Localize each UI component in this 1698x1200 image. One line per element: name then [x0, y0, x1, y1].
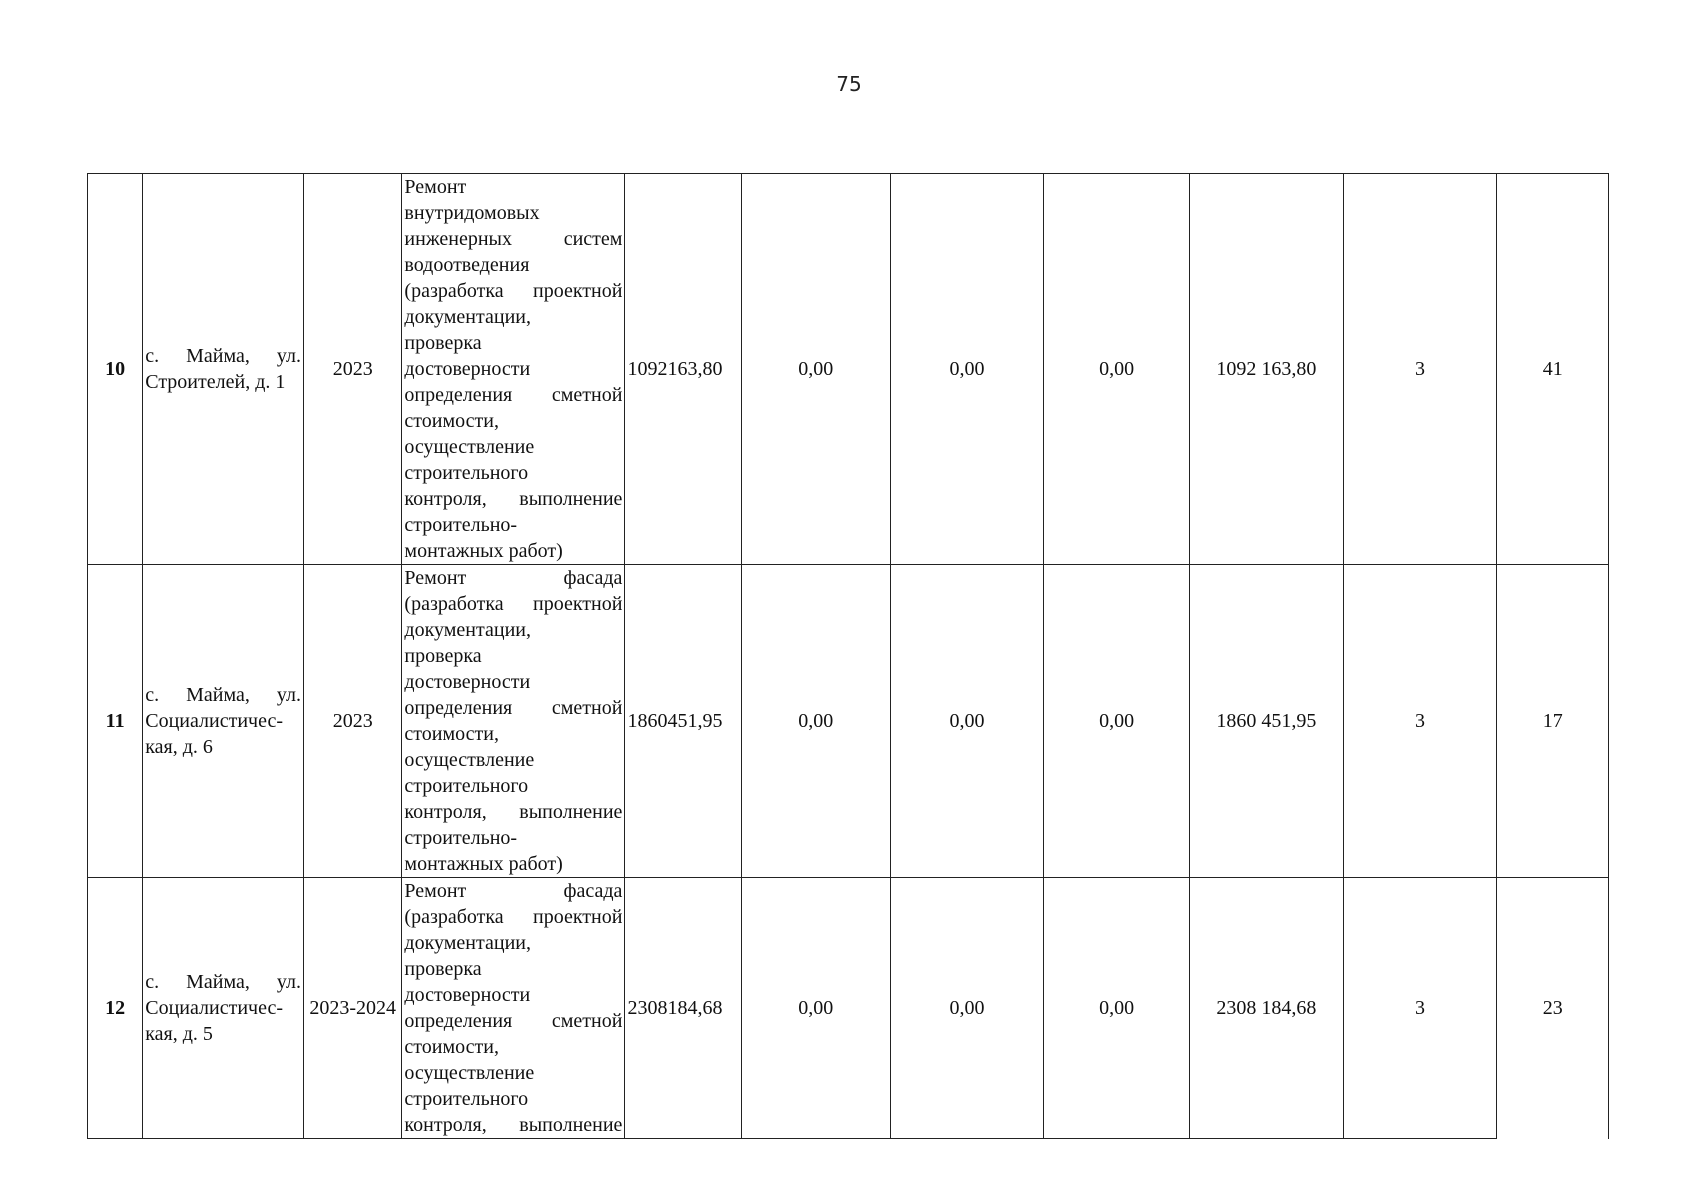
work-description-line: Ремонт фасада — [404, 567, 623, 589]
work-description-line: контроля, выполнение — [404, 801, 623, 823]
count-cell-2: 17 — [1497, 565, 1609, 878]
year-cell: 2023-2024 — [303, 878, 401, 1139]
amount-cell-2: 0,00 — [890, 174, 1044, 565]
total-cost-cell: 1092 163,80 — [1190, 174, 1344, 565]
address-cell: с. Майма, ул. Социалистичес-кая, д. 5 — [143, 878, 304, 1139]
amount-cell-1: 0,00 — [741, 565, 890, 878]
work-description-line: строительного — [404, 462, 529, 484]
amount-cell-2: 0,00 — [890, 565, 1044, 878]
work-description-line: контроля, выполнение — [404, 1114, 623, 1136]
work-description-line: документации, — [404, 932, 531, 954]
count-cell-2: 41 — [1497, 174, 1609, 565]
work-description-line: проверка — [404, 332, 482, 354]
work-description-line: строительно- — [404, 827, 518, 849]
amount-cell-1: 0,00 — [741, 174, 890, 565]
year-cell: 2023 — [303, 565, 401, 878]
work-description-cell — [402, 565, 625, 878]
work-description-line: документации, — [404, 306, 531, 328]
table-row — [88, 878, 1609, 1139]
estimated-cost-cell: 1860451,95 — [625, 565, 742, 878]
work-description-cell — [402, 878, 625, 1139]
work-description-line: водоотведения — [404, 254, 530, 276]
work-description-line: проверка — [404, 645, 482, 667]
amount-cell-3: 0,00 — [1044, 878, 1190, 1139]
address-cell: с. Майма, ул. Социалистичес-кая, д. 6 — [143, 565, 304, 878]
work-description-line: строительно- — [404, 514, 518, 536]
count-cell-1: 3 — [1343, 565, 1497, 878]
work-description-line: (разработка проектной — [404, 280, 623, 302]
work-description-line: осуществление — [404, 1062, 535, 1084]
table-row — [88, 174, 1609, 565]
estimated-cost-cell: 2308184,68 — [625, 878, 742, 1139]
amount-cell-3: 0,00 — [1044, 565, 1190, 878]
amount-cell-3: 0,00 — [1044, 174, 1190, 565]
total-cost-cell: 2308 184,68 — [1190, 878, 1344, 1139]
estimated-cost-cell: 1092163,80 — [625, 174, 742, 565]
count-cell-2: 23 — [1497, 878, 1609, 1139]
work-description-line: стоимости, — [404, 723, 499, 745]
count-cell-1: 3 — [1343, 174, 1497, 565]
work-description-line: определения сметной — [404, 1010, 623, 1032]
work-description-line: монтажных работ) — [404, 853, 563, 875]
work-description-line: (разработка проектной — [404, 593, 623, 615]
work-description-cell — [402, 174, 625, 565]
work-description-line: определения сметной — [404, 384, 623, 406]
work-description-line: достоверности — [404, 671, 531, 693]
work-description-line: строительного — [404, 775, 529, 797]
page-number: 75 — [836, 72, 862, 96]
repair-program-table — [87, 173, 1609, 1139]
work-description-line: стоимости, — [404, 410, 499, 432]
table-row — [88, 565, 1609, 878]
total-cost-cell: 1860 451,95 — [1190, 565, 1344, 878]
amount-cell-2: 0,00 — [890, 878, 1044, 1139]
work-description-line: достоверности — [404, 984, 531, 1006]
work-description-line: определения сметной — [404, 697, 623, 719]
work-description-line: монтажных работ) — [404, 540, 563, 562]
year-cell: 2023 — [303, 174, 401, 565]
work-description-line: стоимости, — [404, 1036, 499, 1058]
work-description-line: (разработка проектной — [404, 906, 623, 928]
address-cell: с. Майма, ул. Строителей, д. 1 — [143, 174, 304, 565]
table-body — [88, 174, 1609, 1139]
count-cell-1: 3 — [1343, 878, 1497, 1139]
amount-cell-1: 0,00 — [741, 878, 890, 1139]
work-description-line: строительного — [404, 1088, 529, 1110]
work-description-line: проверка — [404, 958, 482, 980]
work-description-line: Ремонт — [404, 176, 467, 198]
work-description-line: Ремонт фасада — [404, 880, 623, 902]
work-description-line: осуществление — [404, 436, 535, 458]
work-description-line: контроля, выполнение — [404, 488, 623, 510]
row-number: 11 — [88, 565, 143, 878]
work-description-line: достоверности — [404, 358, 531, 380]
work-description-line: осуществление — [404, 749, 535, 771]
row-number: 12 — [88, 878, 143, 1139]
work-description-line: инженерных систем — [404, 228, 623, 250]
row-number: 10 — [88, 174, 143, 565]
work-description-line: внутридомовых — [404, 202, 540, 224]
work-description-line: документации, — [404, 619, 531, 641]
